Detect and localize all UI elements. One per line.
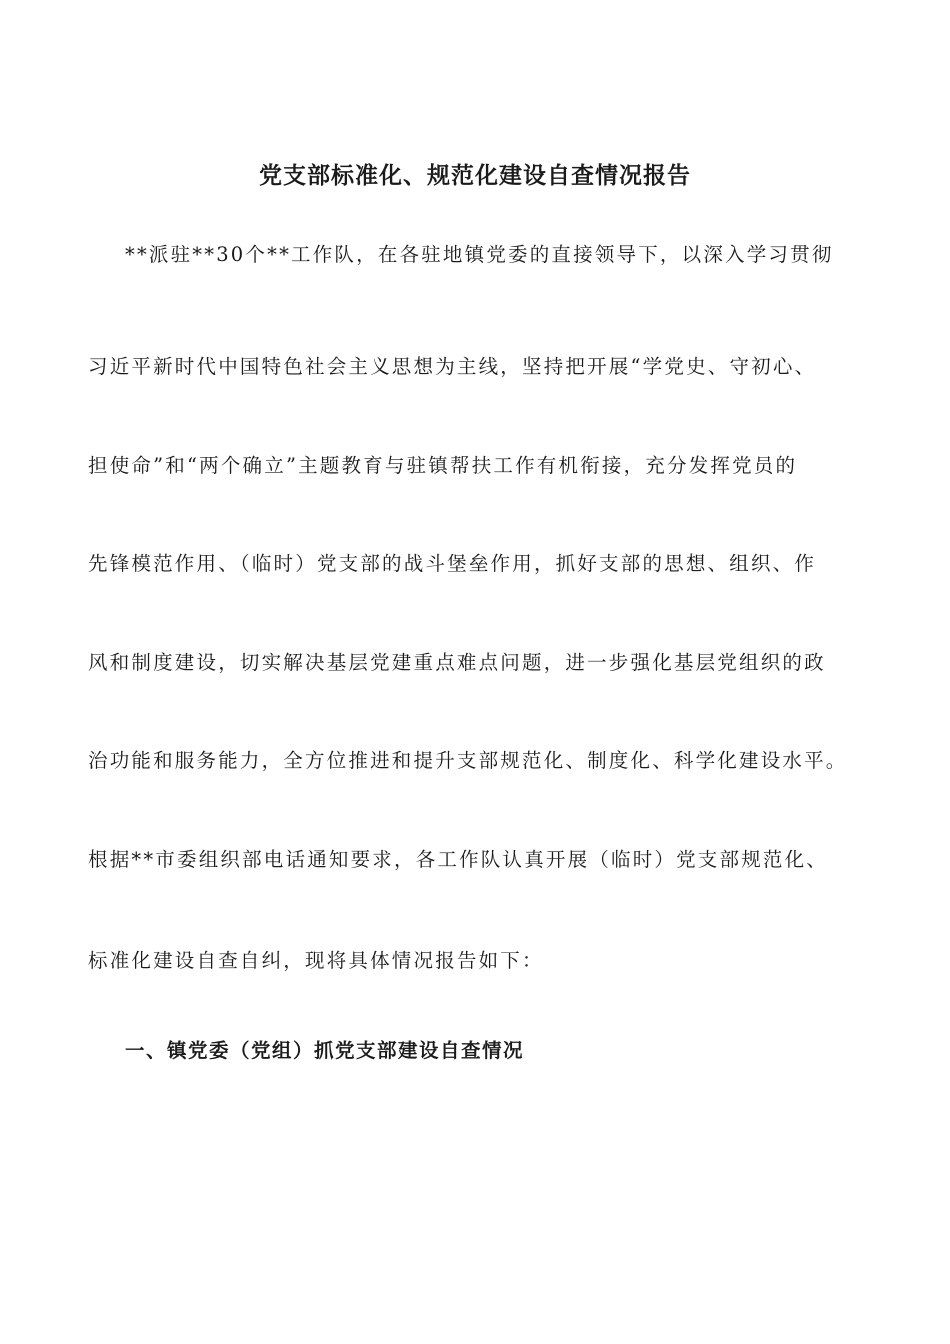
paragraph-line-2: 习近平新时代中国特色社会主义思想为主线，坚持把开展“学党史、守初心、 — [88, 355, 817, 378]
paragraph-line-1: **派驻**30个**工作队，在各驻地镇党委的直接领导下，以深入学习贯彻 — [125, 243, 834, 266]
paragraph-line-4: 先锋模范作用、（临时）党支部的战斗堡垒作用，抓好支部的思想、组织、作 — [88, 552, 817, 575]
paragraph-line-7: 根据**市委组织部电话通知要求，各工作队认真开展（临时）党支部规范化、 — [88, 848, 829, 871]
section-heading: 一、镇党委（党组）抓党支部建设自查情况 — [125, 1039, 525, 1062]
document-title: 党支部标准化、规范化建设自查情况报告 — [259, 162, 691, 189]
paragraph-line-6: 治功能和服务能力，全方位推进和提升支部规范化、制度化、科学化建设水平。 — [88, 749, 848, 772]
paragraph-line-8: 标准化建设自查自纠，现将具体情况报告如下： — [88, 949, 544, 972]
paragraph-line-3: 担使命”和“两个确立”主题教育与驻镇帮扶工作有机衔接，充分发挥党员的 — [88, 454, 798, 477]
paragraph-line-5: 风和制度建设，切实解决基层党建重点难点问题，进一步强化基层党组织的政 — [88, 651, 826, 674]
